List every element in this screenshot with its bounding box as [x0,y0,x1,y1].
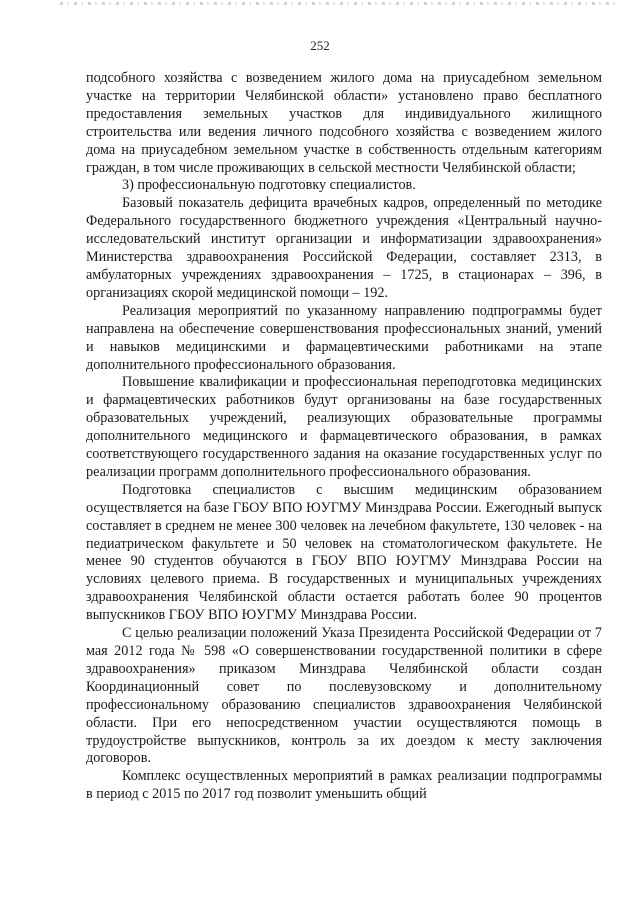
scan-edge-artifact [60,2,620,5]
paragraph-qualification: Повышение квалификации и профессиональная переподготовка медицинских и фармацевтических работников будут организованы на базе государственных образовательных учреждений, реализующих образовательные программы дополнительного медицинского и фармацевтического образования, в рамках соответствующего государственного задания на оказание государственных услуг по реализации программ дополнительного профессионального образования. [86,374,602,480]
paragraph-specialist-training: Подготовка специалистов с высшим медицинским образованием осуществляется на базе ГБОУ ВПО ЮУГМУ Минздрава России. Ежегодный выпуск составляет в среднем не менее 300 человек на лечебном факультете, 130 человек - на педиатрическом факультете и 50 человек на стоматологическом факультете. Не менее 90 студентов обучаются в ГБОУ ВПО ЮУГМУ Минздрава России на условиях целевого приема. В государственных и муниципальных учреждениях здравоохранения Челябинской области остается работать более 90 процентов выпускников ГБОУ ВПО ЮУГМУ Минздрава России. [86,481,602,624]
paragraph-complex-measures: Комплекс осуществленных мероприятий в рамках реализации подпрограммы в период с 2015 по 2017 год позволит уменьшить общий [86,768,602,803]
page-number: 252 [310,38,330,53]
paragraph-continued: подсобного хозяйства с возведением жилого дома на приусадебном земельном участке на территории Челябинской области» установлено право бесплатного предоставления земельных участков для индивидуального жилищного строительства или ведения личного подсобного хозяйства с возведением жилого дома на приусадебном земельном участке в собственность отдельным категориям граждан, в том числе проживающих в сельской местности Челябинской области; [86,70,602,176]
paragraph-implementation: Реализация мероприятий по указанному направлению подпрограммы будет направлена на обеспечение совершенствования профессиональных знаний, умений и навыков медицинскими и фармацевтическими работниками на этапе дополнительного профессионального образования. [86,302,602,373]
paragraph-coordination-council: С целью реализации положений Указа Президента Российской Федерации от 7 мая 2012 года № 598 «О совершенствовании государственной политики в сфере здравоохранения» приказом Минздрава Челябинской области создан Координационный совет по послевузовскому и дополнительному профессиональному образованию специалистов здравоохранения Челябинской области. При его непосредственном участии осуществляются помощь в трудоустройстве выпускников, контроль за их доездом к месту заключения договоров. [86,625,602,767]
paragraph-list-item-3: 3) профессиональную подготовку специалистов. [122,177,416,194]
body-text [86,70,602,804]
paragraph-staff-deficit: Базовый показатель дефицита врачебных кадров, определенный по методике Федерального государственного бюджетного учреждения «Центральный научно-исследовательский институт организации и информатизации здравоохранения» Министерства здравоохранения Российской Федерации, составляет 2313, в амбулаторных учреждениях здравоохранения – 1725, в стационарах – 396, в организациях скорой медицинской помощи – 192. [86,195,602,301]
